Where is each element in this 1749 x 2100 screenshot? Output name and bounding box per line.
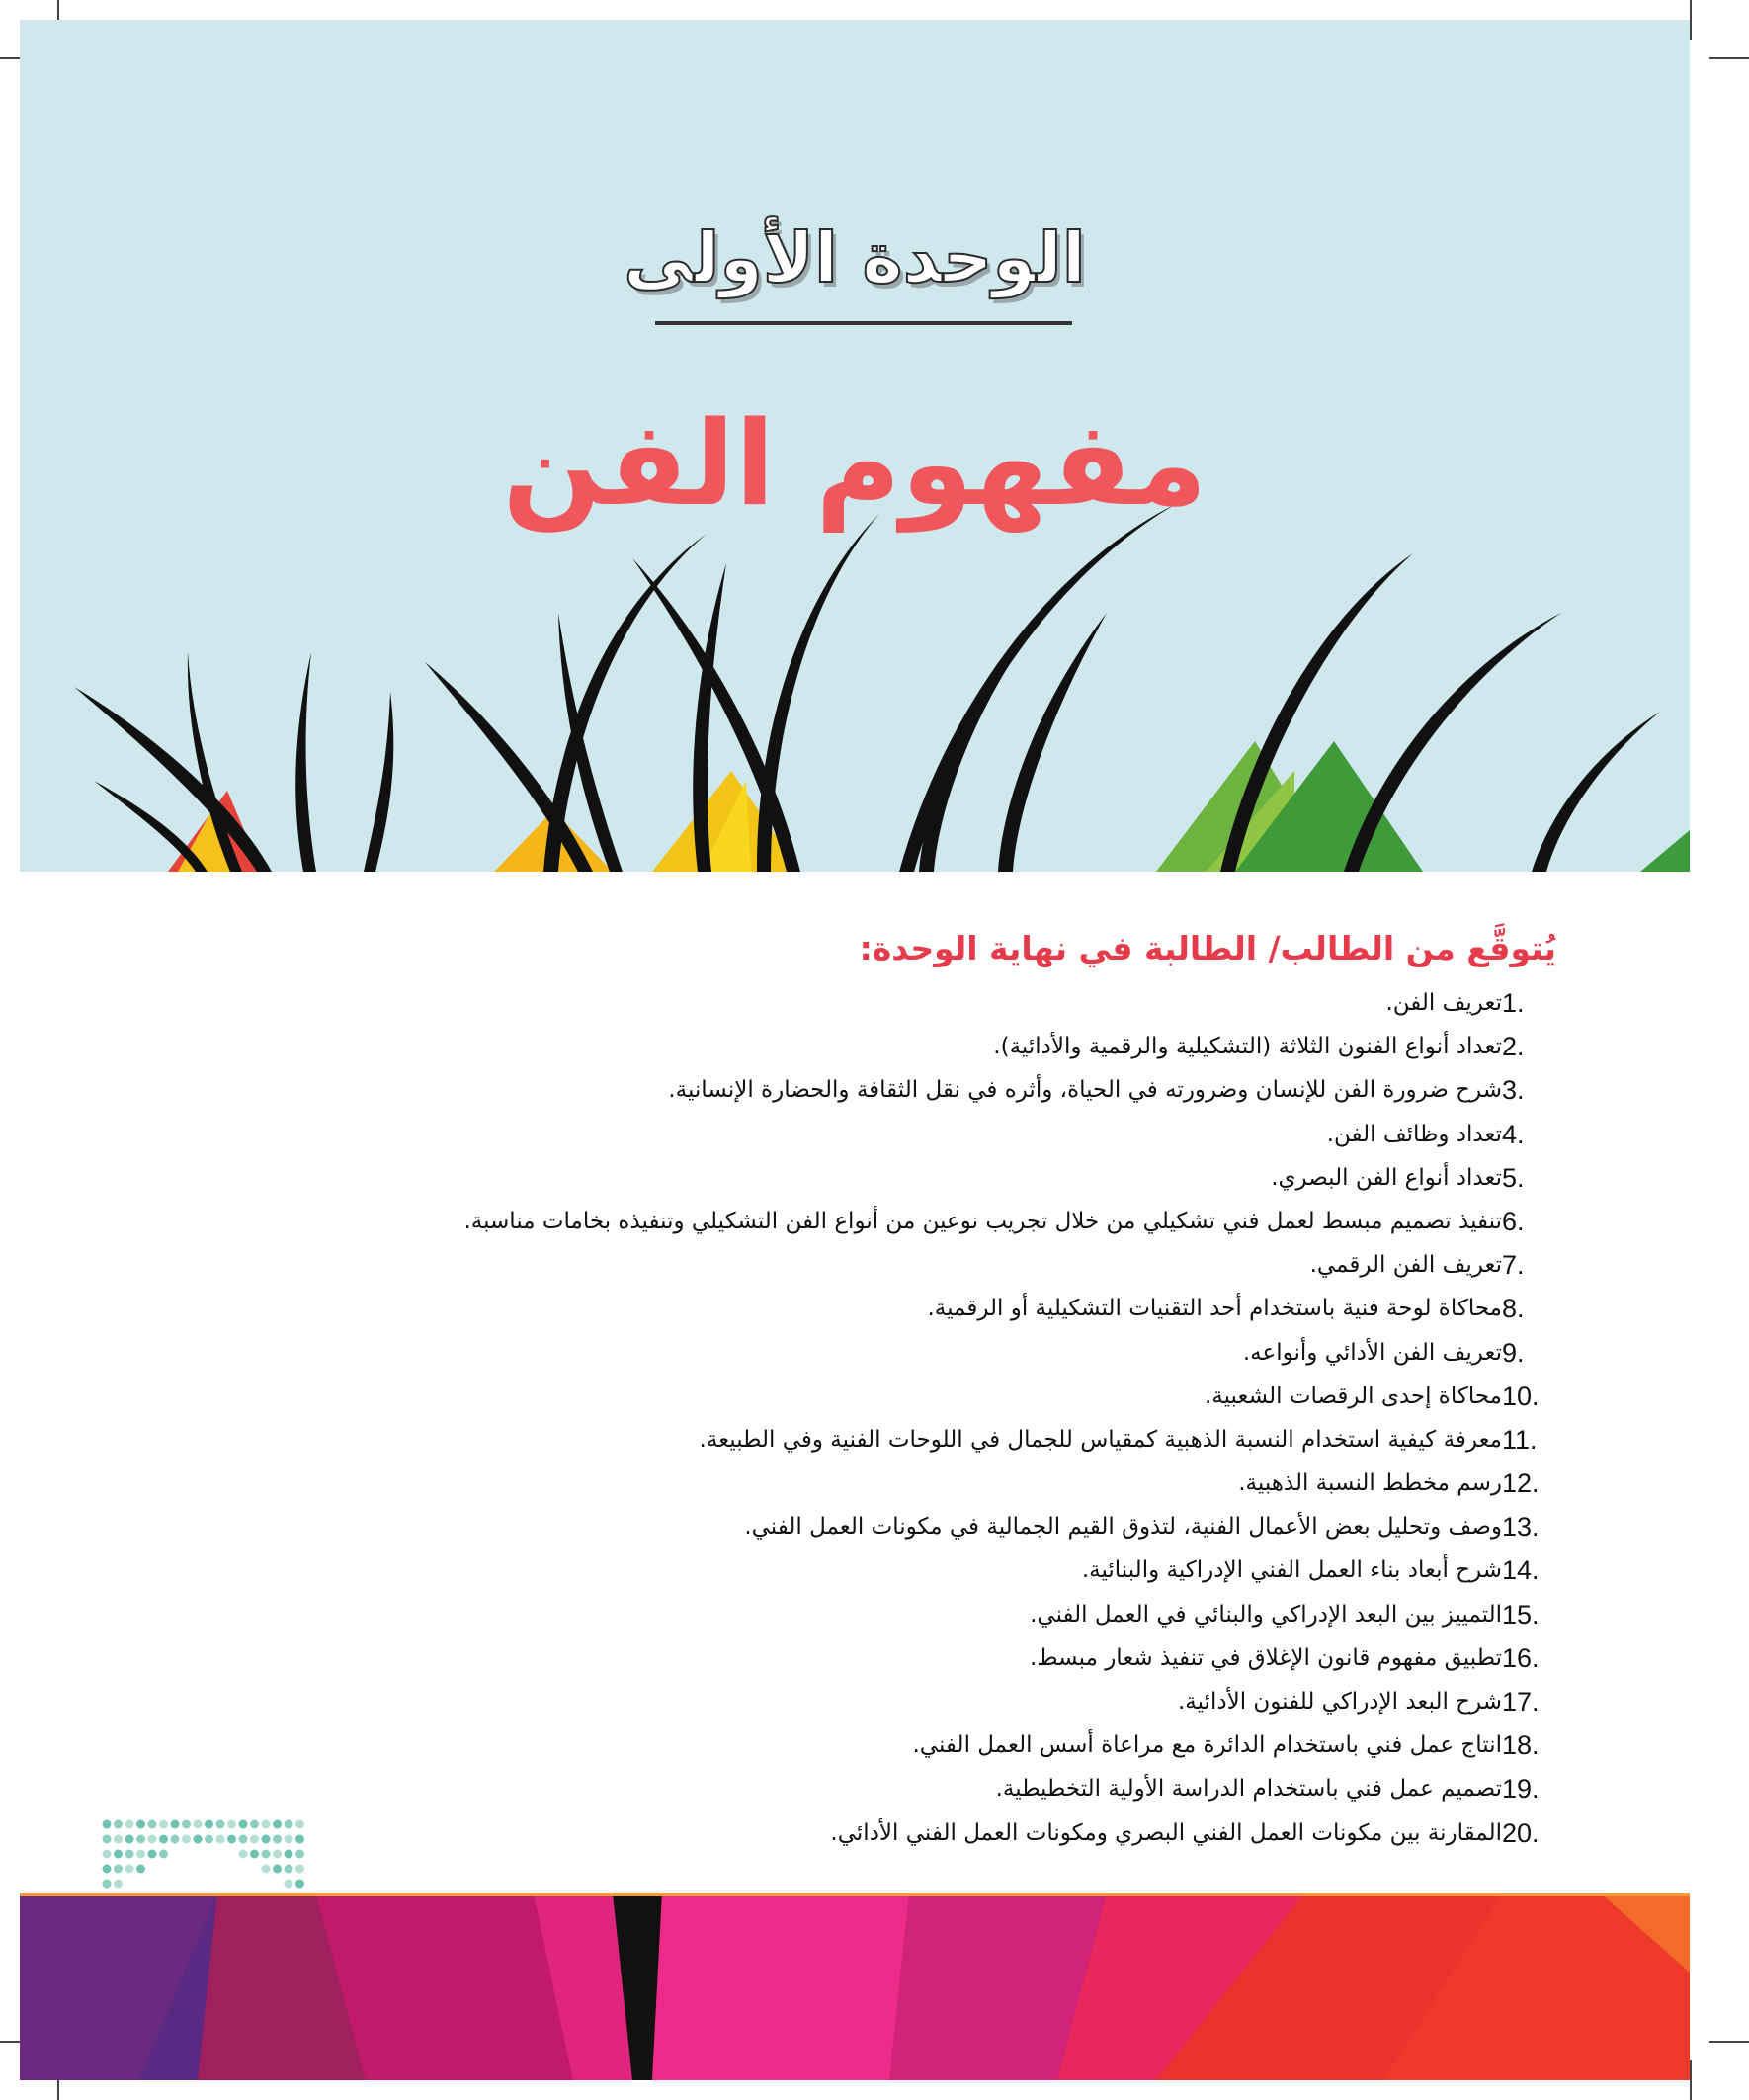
objective-number: 15.	[1502, 1599, 1540, 1630]
unit-cover-banner	[20, 20, 1690, 872]
objectives-list	[435, 981, 1556, 1855]
objective-text: تعداد أنواع الفنون الثلاثة (التشكيلية والرقمية والأدائية).	[993, 1034, 1502, 1060]
objective-item	[435, 1113, 1556, 1156]
objective-text: تعداد أنواع الفن البصري.	[1271, 1164, 1502, 1191]
crop-mark	[1690, 2060, 1692, 2100]
objective-item	[435, 1025, 1556, 1068]
crop-mark	[1709, 57, 1749, 59]
objective-text: محاكاة لوحة فنية باستخدام أحد التقنيات التشكيلية أو الرقمية.	[927, 1296, 1502, 1322]
decorative-bottom-band	[20, 1893, 1690, 2080]
objective-number: 18.	[1502, 1730, 1540, 1761]
objective-item	[435, 1287, 1556, 1330]
objective-number: 3.	[1502, 1075, 1525, 1106]
objective-text: وصف وتحليل بعض الأعمال الفنية، لتذوق القيم الجمالية في مكونات العمل الفني.	[744, 1514, 1502, 1541]
ministry-logo-dots	[99, 1816, 311, 1895]
objective-item	[435, 1331, 1556, 1375]
objective-text: رسم مخطط النسبة الذهبية.	[1238, 1470, 1502, 1497]
unit-label: الوحدة الأولى	[624, 217, 1086, 298]
objective-number: 2.	[1502, 1032, 1525, 1062]
title-divider	[655, 321, 1072, 325]
objective-number: 8.	[1502, 1294, 1525, 1324]
objective-text: تعريف الفن.	[1385, 990, 1502, 1016]
color-band-illustration	[20, 1893, 1690, 2080]
objective-number: 12.	[1502, 1469, 1540, 1499]
objective-item	[435, 1505, 1556, 1549]
objective-number: 7.	[1502, 1250, 1525, 1281]
objective-text: تعريف الفن الأدائي وأنواعه.	[1242, 1339, 1502, 1366]
objective-item	[435, 1243, 1556, 1287]
objective-text: شرح ضرورة الفن للإنسان وضرورته في الحياة، وأثره في نقل الثقافة والحضارة الإنسانية.	[668, 1077, 1502, 1104]
objective-text: المقارنة بين مكونات العمل الفني البصري ومكونات العمل الفني الأدائي.	[830, 1819, 1502, 1846]
objective-number: 1.	[1502, 988, 1525, 1018]
objective-item	[435, 1680, 1556, 1723]
objective-text: محاكاة إحدى الرقصات الشعبية.	[1204, 1383, 1502, 1409]
crop-mark	[1690, 0, 1692, 40]
objective-text: تنفيذ تصميم مبسط لعمل فني تشكيلي من خلال تجريب نوعين من أنواع الفن التشكيلي وتنفيذه بخامات مناسبة.	[463, 1208, 1502, 1234]
objective-item	[435, 1200, 1556, 1243]
objective-item	[435, 1418, 1556, 1462]
crop-mark	[1709, 2041, 1749, 2043]
objective-number: 11.	[1502, 1424, 1538, 1455]
objectives-heading: يُتوقَّع من الطالب/ الطالبة في نهاية الوحدة:	[859, 929, 1556, 967]
objective-text: شرح أبعاد بناء العمل الفني الإدراكية والبنائية.	[1081, 1557, 1502, 1584]
objective-item	[435, 1068, 1556, 1112]
objective-number: 10.	[1502, 1381, 1540, 1411]
objective-item	[435, 1462, 1556, 1505]
objective-text: تعداد وظائف الفن.	[1326, 1121, 1502, 1147]
objective-number: 5.	[1502, 1162, 1525, 1193]
objective-text: تصميم عمل فني باستخدام الدراسة الأولية التخطيطية.	[995, 1776, 1502, 1803]
objective-text: انتاج عمل فني باستخدام الدائرة مع مراعاة أسس العمل الفني.	[912, 1732, 1502, 1759]
objective-text: معرفة كيفية استخدام النسبة الذهبية كمقياس للجمال في اللوحات الفنية وفي الطبيعة.	[699, 1426, 1502, 1453]
objective-item	[435, 981, 1556, 1025]
objective-number: 13.	[1502, 1512, 1540, 1543]
unit-title: مفهوم الفن	[502, 395, 1208, 532]
objective-item	[435, 1593, 1556, 1637]
objective-item	[435, 1767, 1556, 1810]
objective-number: 4.	[1502, 1119, 1525, 1149]
objective-item	[435, 1723, 1556, 1767]
objective-item	[435, 1156, 1556, 1200]
objective-item	[435, 1637, 1556, 1680]
objective-item	[435, 1811, 1556, 1855]
learning-objectives	[435, 924, 1556, 1855]
objective-number: 16.	[1502, 1642, 1540, 1673]
objective-item	[435, 1549, 1556, 1592]
objective-number: 6.	[1502, 1206, 1525, 1236]
objective-text: التمييز بين البعد الإدراكي والبنائي في العمل الفني.	[1030, 1601, 1502, 1628]
objective-number: 20.	[1502, 1817, 1540, 1848]
objective-text: تعريف الفن الرقمي.	[1309, 1252, 1502, 1279]
objective-number: 19.	[1502, 1774, 1540, 1805]
objective-number: 17.	[1502, 1687, 1540, 1717]
objective-number: 9.	[1502, 1337, 1525, 1368]
objective-number: 14.	[1502, 1555, 1540, 1586]
objective-text: تطبيق مفهوم قانون الإغلاق في تنفيذ شعار مبسط.	[1029, 1644, 1502, 1671]
objective-text: شرح البعد الإدراكي للفنون الأدائية.	[1177, 1689, 1502, 1715]
objective-item	[435, 1375, 1556, 1418]
